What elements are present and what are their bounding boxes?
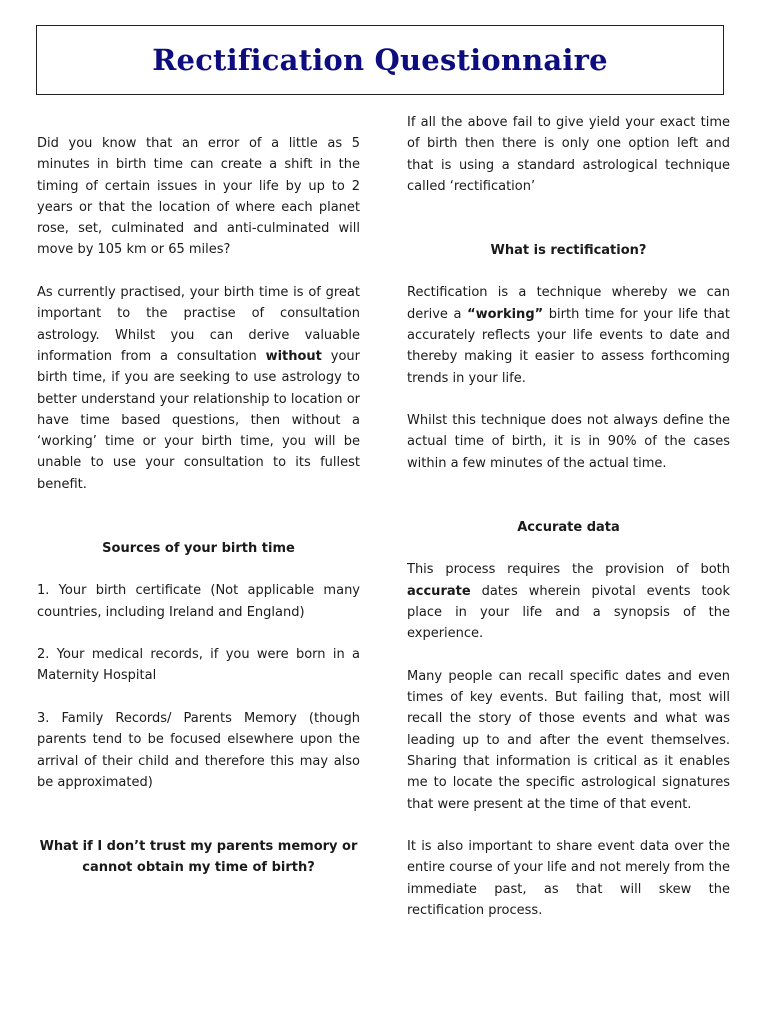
accuracy-paragraph: Whilst this technique does not always define the actual time of birth, it is in 90% of the cases within a few minutes of the actual time.: [407, 413, 730, 471]
heading-sources: Sources of your birth time: [102, 540, 295, 556]
spacer: [407, 218, 730, 239]
text-span: Rectification is a technique whereby we can derive a: [407, 285, 730, 322]
left-column: [37, 133, 360, 900]
recall-paragraph: Many people can recall specific dates and even times of key events. But failing that, most will recall the story of those events and what was leading up to and after the event themselves. Sharing that information is critical as it enables me to locate the specific astrological signatures that were present at the time of that event.: [407, 668, 730, 812]
text-span: birth time for your life that accurately reflects your life events to date and thereby making it easier to assess forthcoming trends in your life.: [407, 306, 730, 386]
right-column: [407, 112, 730, 943]
definition-paragraph: [407, 282, 730, 388]
text-span: dates wherein pivotal events took place in your life and a synopsis of the experience.: [407, 583, 730, 642]
process-paragraph: [407, 559, 730, 644]
birth-time-importance-paragraph: [37, 282, 360, 495]
heading-trust: What if I don’t trust my parents memory or cannot obtain my time of birth?: [39, 838, 358, 876]
text-span: This process requires the provision of both: [407, 562, 730, 578]
spacer: [37, 815, 360, 836]
source-item: 3. Family Records/ Parents Memory (though parents tend to be focused elsewhere upon the arrival of their child and therefore this may also be approximated): [37, 711, 360, 790]
heading-what: What is rectification?: [490, 242, 647, 258]
text-span: your birth time, if you are seeking to use astrology to better understand your relationship to location or have time based questions, then without a ‘working’ time or your birth time, you will be unable to use your consultation to its fullest benefit.: [37, 348, 360, 492]
bold-text: without: [265, 348, 322, 364]
bold-text: “working”: [467, 306, 544, 322]
spacer: [407, 495, 730, 516]
spacer: [37, 516, 360, 537]
text-span: As currently practised, your birth time is of great important to the practise of consultation astrology. Whilst you can derive valuable information from a consultation: [37, 285, 360, 364]
source-item: 1. Your birth certificate (Not applicable many countries, including Ireland and England): [37, 583, 360, 620]
source-item: 2. Your medical records, if you were born in a Maternity Hospital: [37, 647, 360, 684]
fallback-paragraph: If all the above fail to give yield your exact time of birth then there is only one option left and that is using a standard astrological technique called ‘rectification’: [407, 115, 730, 194]
intro-paragraph: Did you know that an error of a little as 5 minutes in birth time can create a shift in the timing of certain issues in your life by up to 2 years or that the location of where each planet rose, set, culminated and anti-culminated will move by 105 km or 65 miles?: [37, 136, 360, 258]
heading-accurate: Accurate data: [517, 519, 620, 535]
page-title: Rectification Questionnaire: [152, 43, 608, 77]
title-box: [36, 25, 724, 95]
bold-text: accurate: [407, 583, 471, 599]
event-data-paragraph: It is also important to share event data over the entire course of your life and not merely from the immediate past, as that will skew the rectification process.: [407, 839, 730, 918]
